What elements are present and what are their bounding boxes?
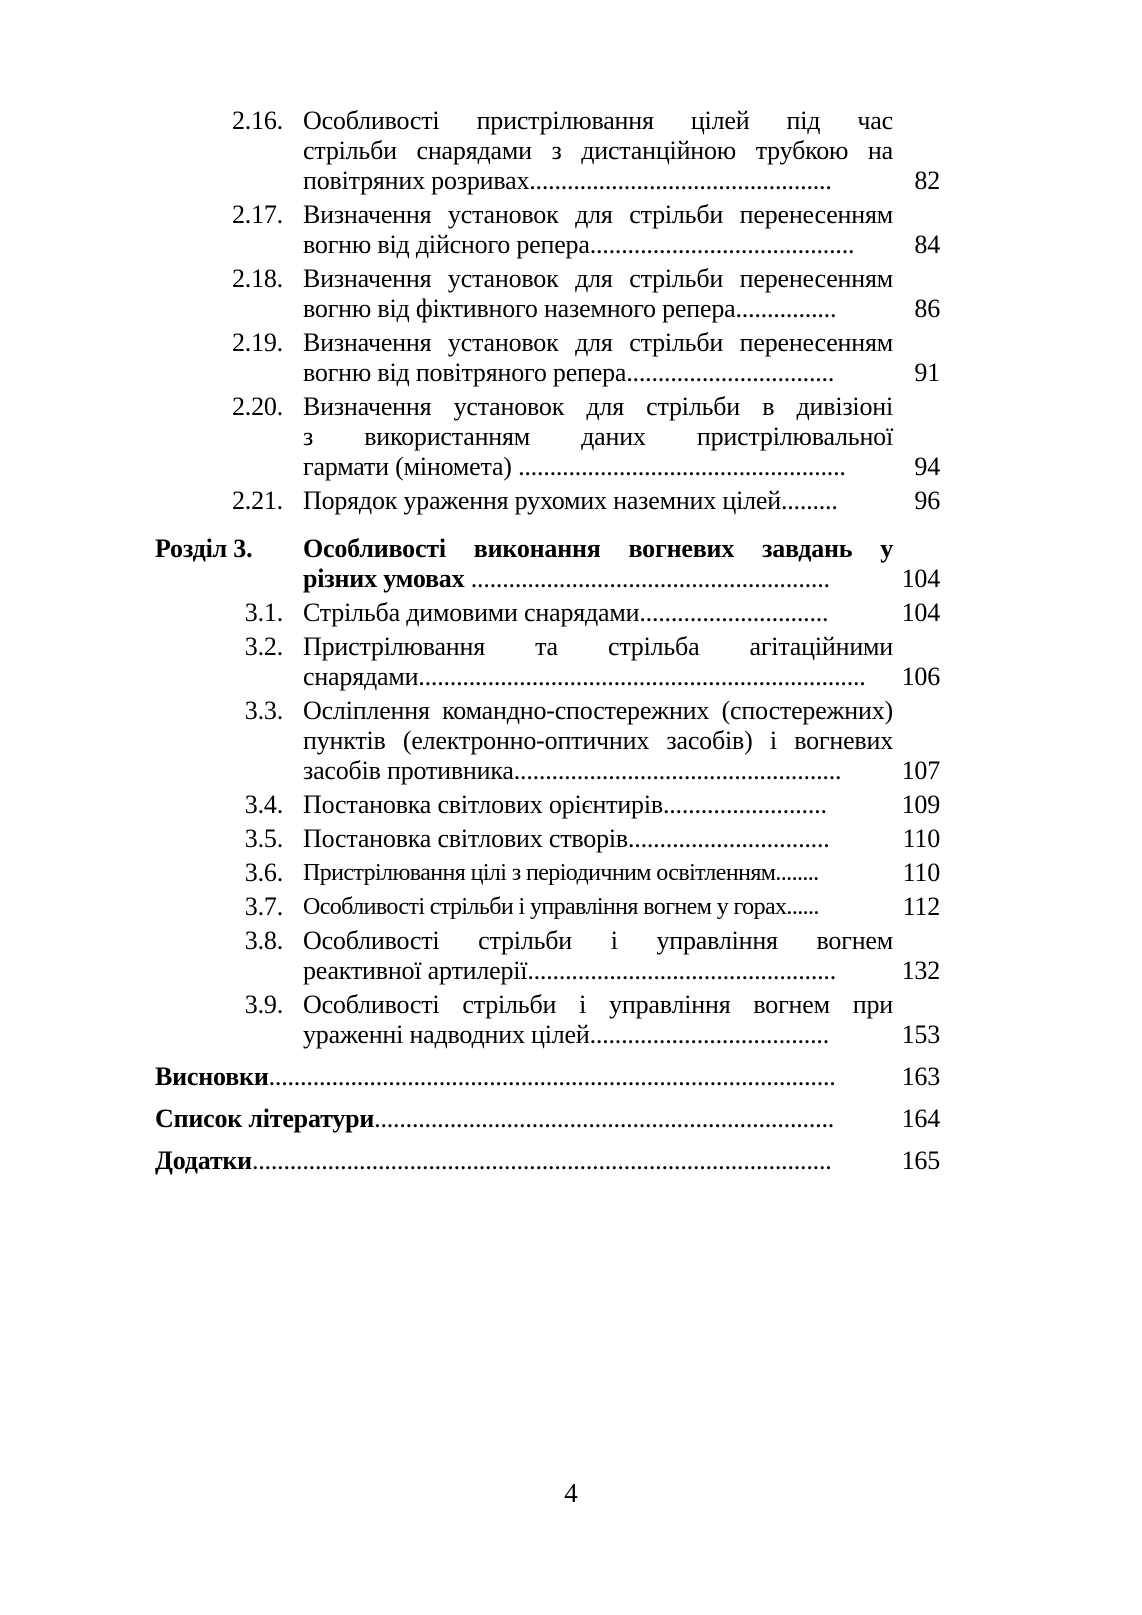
toc-entry-page: 94 (914, 452, 940, 481)
toc-entry-title (303, 632, 893, 692)
toc-entry-dot-leader: .................................................... (513, 756, 842, 785)
toc-entry-line (303, 756, 893, 786)
toc-entry-title (303, 328, 893, 388)
toc-entry-page: 112 (902, 892, 940, 921)
toc-entry-text: Постановка світлових орієнтирів (303, 790, 663, 819)
toc-entry-text: Стрільба димовими снарядами (303, 598, 640, 627)
toc-entry-text: Висновки (155, 1062, 269, 1091)
toc-entry-dot-leader: .......................................... (589, 230, 855, 259)
toc-entry-number: 3.5. (244, 824, 283, 853)
toc-entry-title (155, 1104, 893, 1134)
toc-entry-page: 82 (914, 166, 940, 195)
toc-entry-line: стрільби снарядами з дистанційною трубкою на (303, 136, 893, 165)
toc-entry-title (303, 264, 893, 324)
toc-entry-text: ураженні надводних цілей (303, 1020, 590, 1049)
toc-entry-dot-leader: ....................................................................... (418, 662, 866, 691)
toc-entry-dot-leader: ................................. (626, 358, 835, 387)
toc-entry-dot-leader: .......................................................................................... (268, 1062, 836, 1091)
toc-entry-line (303, 564, 893, 594)
toc-entry-dot-leader: ................................................ (529, 166, 832, 195)
toc-entry-page: 132 (901, 956, 940, 985)
toc-entry-title (155, 1146, 893, 1176)
toc-entry-line: Особливості стрільби і управління вогнем (303, 926, 893, 955)
toc-entry-line: Визначення установок для стрільби перенесенням (303, 264, 893, 293)
toc-entry-title (303, 200, 893, 260)
toc-entry-dot-leader: ................................ (627, 824, 830, 853)
toc-entry-page: 104 (901, 564, 940, 593)
toc-entry (155, 1062, 940, 1092)
toc-entry-dot-leader: ......................................................... (464, 564, 830, 593)
toc-entry-dot-leader: ......................................................................... (374, 1104, 835, 1133)
toc-entry-title (303, 990, 893, 1050)
toc-entry-title (303, 486, 893, 516)
toc-entry (155, 264, 940, 324)
toc-entry-text: повітряних розривах (303, 166, 530, 195)
toc-entry-page: 110 (902, 824, 940, 853)
toc-entry-title (303, 790, 893, 820)
toc-entry-number: 3.7. (244, 892, 283, 921)
toc-entry-text: вогню від дійсного репера (303, 230, 590, 259)
toc-entry-number: 2.18. (231, 264, 283, 293)
toc-entry-line: Особливості пристрілювання цілей під час (303, 106, 893, 135)
toc-entry-number: 3.6. (244, 858, 283, 887)
toc-entry-number: 2.16. (231, 106, 283, 135)
toc-entry-page: 153 (901, 1020, 940, 1049)
toc-entry-title (303, 106, 893, 196)
toc-entry (155, 106, 940, 196)
toc-entry-line (155, 1062, 893, 1092)
toc-entry-number: 3.4. (244, 790, 283, 819)
toc-entry-text: Додатки (155, 1146, 252, 1175)
toc-entry-text: Постановка світлових створів (303, 824, 628, 853)
table-of-contents (155, 106, 940, 1176)
toc-entry-line: з використанням даних пристрілювальної (303, 422, 893, 451)
toc-entry-line (303, 166, 893, 196)
toc-entry-dot-leader: ............................................................................................ (251, 1146, 832, 1175)
toc-entry-line (303, 824, 893, 854)
toc-entry-number: 3.1. (244, 598, 283, 627)
toc-entry-line: Осліплення командно-спостережних (спостережних) (303, 696, 893, 725)
toc-entry-text: різних умовах (303, 564, 465, 593)
toc-entry-text: засобів противника (303, 756, 514, 785)
toc-entry-title (303, 696, 893, 786)
toc-entry-page: 109 (901, 790, 940, 819)
toc-entry-dot-leader: ......... (780, 486, 838, 515)
toc-entry-title (303, 392, 893, 482)
toc-entry-text: Порядок ураження рухомих наземних цілей (303, 486, 781, 515)
toc-entry (155, 328, 940, 388)
toc-entry-text: Список літератури (155, 1104, 375, 1133)
toc-entry-page: 107 (901, 756, 940, 785)
page-number: 4 (564, 1478, 578, 1508)
toc-entry-line (303, 230, 893, 260)
toc-entry-number: Розділ 3. (155, 534, 253, 563)
toc-entry-number: 3.3. (244, 696, 283, 725)
toc-entry-line: Визначення установок для стрільби в дивізіоні (303, 392, 893, 421)
toc-entry-title (303, 892, 893, 922)
toc-entry-line (155, 1146, 893, 1176)
toc-entry-line (303, 1020, 893, 1050)
toc-entry (155, 926, 940, 986)
toc-entry-page: 84 (914, 230, 940, 259)
toc-entry-page: 110 (902, 858, 940, 887)
toc-entry (155, 200, 940, 260)
toc-entry (155, 1104, 940, 1134)
toc-entry-title (303, 824, 893, 854)
toc-entry-number: 3.8. (244, 926, 283, 955)
toc-entry-line (303, 892, 893, 922)
toc-entry (155, 1146, 940, 1176)
toc-entry-number: 3.9. (244, 990, 283, 1019)
toc-entry (155, 858, 940, 888)
toc-entry-dot-leader: .......................... (662, 790, 827, 819)
toc-entry-line (303, 790, 893, 820)
toc-entry-line: Особливості стрільби і управління вогнем при (303, 990, 893, 1019)
toc-entry-page: 106 (901, 662, 940, 691)
toc-entry-line (303, 294, 893, 324)
toc-entry-text: реактивної артилерії (303, 956, 528, 985)
toc-entry-line (303, 598, 893, 628)
toc-entry-line (303, 358, 893, 388)
toc-entry-number: 3.2. (244, 632, 283, 661)
toc-entry-line (155, 1104, 893, 1134)
toc-entry-dot-leader: ...... (786, 894, 819, 920)
toc-entry (155, 534, 940, 594)
toc-entry (155, 790, 940, 820)
toc-entry (155, 824, 940, 854)
toc-entry-dot-leader: ...................................... (589, 1020, 830, 1049)
toc-entry-line (303, 452, 893, 482)
toc-entry-text: вогню від фіктивного наземного репера (303, 294, 736, 323)
toc-entry-line: Визначення установок для стрільби перенесенням (303, 328, 893, 357)
toc-entry-number: 2.20. (231, 392, 283, 421)
toc-entry-text: снарядами (303, 662, 419, 691)
toc-entry (155, 632, 940, 692)
toc-entry-line: Визначення установок для стрільби перенесенням (303, 200, 893, 229)
toc-entry-dot-leader: .............................. (639, 598, 829, 627)
toc-entry (155, 696, 940, 786)
toc-entry-title (303, 534, 893, 594)
toc-entry-dot-leader: .................................................... (511, 452, 846, 481)
toc-entry-line (303, 858, 893, 888)
toc-entry-title (303, 598, 893, 628)
toc-entry-line: Особливості виконання вогневих завдань у (303, 534, 893, 563)
toc-entry-text: Особливості стрільби і управління вогнем у горах (303, 894, 787, 920)
toc-entry-text: вогню від повітряного репера (303, 358, 627, 387)
toc-entry (155, 990, 940, 1050)
toc-entry-page: 96 (914, 486, 940, 515)
toc-entry-title (303, 926, 893, 986)
toc-entry-page: 91 (914, 358, 940, 387)
toc-entry-line: Пристрілювання та стрільба агітаційними (303, 632, 893, 661)
toc-entry-number: 2.17. (231, 200, 283, 229)
toc-entry-page: 104 (901, 598, 940, 627)
toc-entry-line: пунктів (електронно-оптичних засобів) і вогневих (303, 726, 893, 755)
toc-entry (155, 892, 940, 922)
toc-entry-dot-leader: ................................................. (527, 956, 837, 985)
toc-entry (155, 486, 940, 516)
toc-entry-text: гармати (міномета) (303, 452, 512, 481)
toc-entry-text: Пристрілювання цілі з періодичним освітленням (303, 860, 776, 886)
toc-entry-page: 164 (901, 1104, 940, 1133)
toc-entry-line (303, 486, 893, 516)
toc-entry-line (303, 956, 893, 986)
toc-entry-line (303, 662, 893, 692)
toc-entry (155, 392, 940, 482)
toc-entry-page: 86 (914, 294, 940, 323)
toc-entry-number: 2.19. (231, 328, 283, 357)
toc-entry-title (303, 858, 893, 888)
toc-entry-dot-leader: ........ (775, 860, 819, 886)
toc-entry-dot-leader: ................ (735, 294, 837, 323)
toc-entry-page: 163 (901, 1062, 940, 1091)
toc-entry-page: 165 (901, 1146, 940, 1175)
toc-entry (155, 598, 940, 628)
toc-entry-title (155, 1062, 893, 1092)
toc-entry-number: 2.21. (231, 486, 283, 515)
